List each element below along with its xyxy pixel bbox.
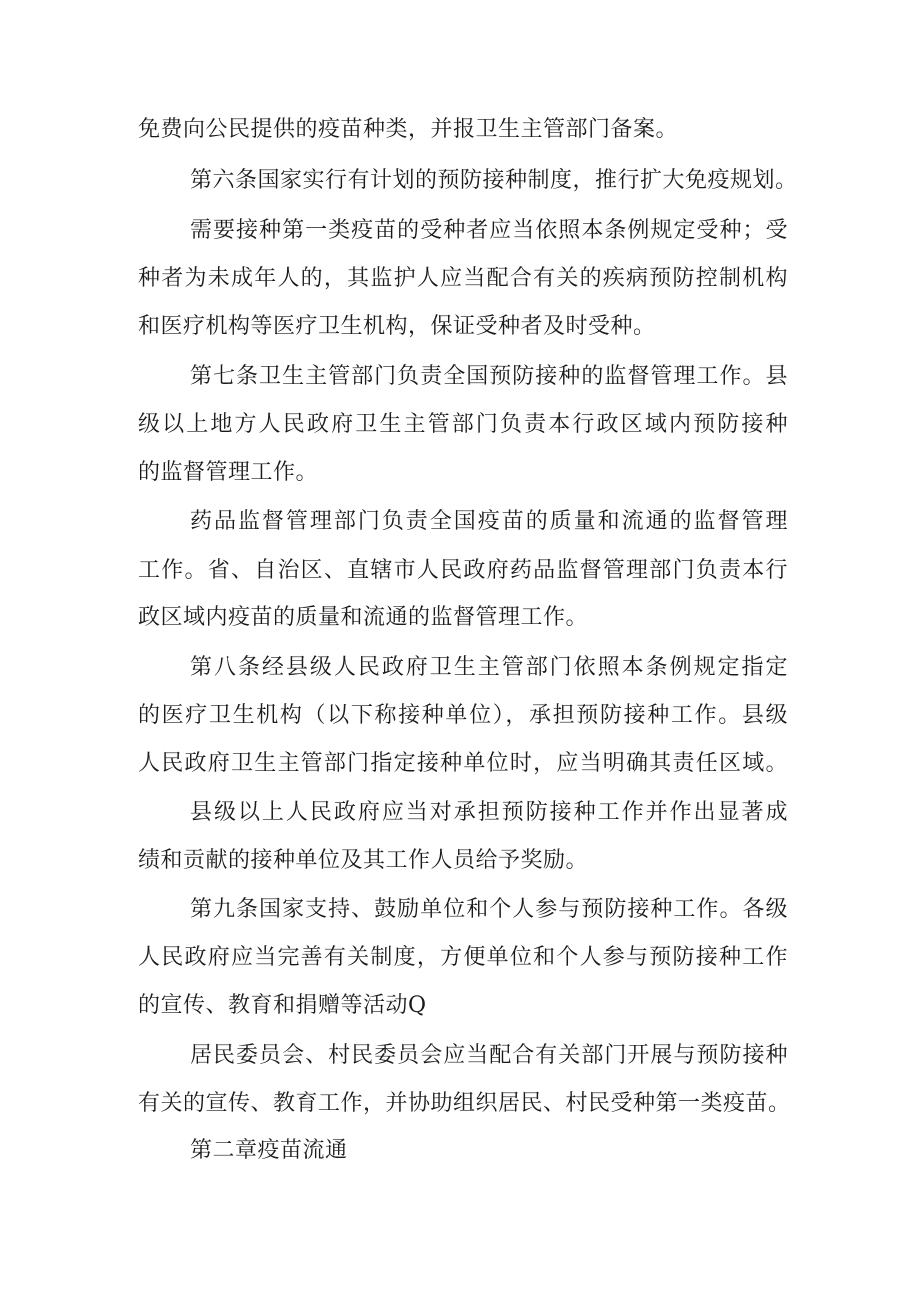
chapter-heading: 第二章疫苗流通 — [190, 1138, 348, 1163]
text-line: 免费向公民提供的疫苗种类，并报卫生主管部门备案。 — [138, 117, 679, 142]
text-line: 人民政府应当完善有关制度，方便单位和个人参与预防接种工作 — [138, 945, 788, 970]
text-line: 的医疗卫生机构（以下称接种单位），承担预防接种工作。县级 — [138, 703, 788, 728]
text-line: 需要接种第一类疫苗的受种者应当依照本条例规定受种；受 — [190, 218, 788, 243]
text-line: 政区域内疫苗的质量和流通的监督管理工作。 — [138, 605, 589, 630]
text-line: 工作。省、自治区、直辖市人民政府药品监督管理部门负责本行 — [138, 558, 788, 583]
text-line: 和医疗机构等医疗卫生机构，保证受种者及时受种。 — [138, 314, 656, 339]
text-line: 第六条国家实行有计划的预防接种制度，推行扩大免疫规划。 — [190, 168, 798, 193]
text-line: 第八条经县级人民政府卫生主管部门依照本条例规定指定 — [190, 655, 788, 680]
text-line: 第七条卫生主管部门负责全国预防接种的监督管理工作。县 — [190, 364, 788, 389]
text-line: 种者为未成年人的，其监护人应当配合有关的疾病预防控制机构 — [138, 266, 788, 291]
text-line: 药品监督管理部门负责全国疫苗的质量和流通的监督管理 — [190, 509, 788, 534]
text-line: 绩和贡献的接种单位及其工作人员给予奖励。 — [138, 848, 589, 873]
text-line: 县级以上人民政府应当对承担预防接种工作并作出显著成 — [190, 800, 788, 825]
text-line: 居民委员会、村民委员会应当配合有关部门开展与预防接种 — [190, 1043, 788, 1068]
text-line: 有关的宣传、教育工作，并协助组织居民、村民受种第一类疫苗。 — [138, 1091, 791, 1116]
text-line: 的宣传、教育和捐赠等活动Q — [138, 993, 427, 1018]
text-line: 级以上地方人民政府卫生主管部门负责本行政区域内预防接种 — [138, 412, 788, 437]
text-line: 第九条国家支持、鼓励单位和个人参与预防接种工作。各级 — [190, 897, 788, 922]
text-line: 的监督管理工作。 — [138, 460, 319, 485]
text-line: 人民政府卫生主管部门指定接种单位时，应当明确其责任区域。 — [138, 751, 788, 776]
